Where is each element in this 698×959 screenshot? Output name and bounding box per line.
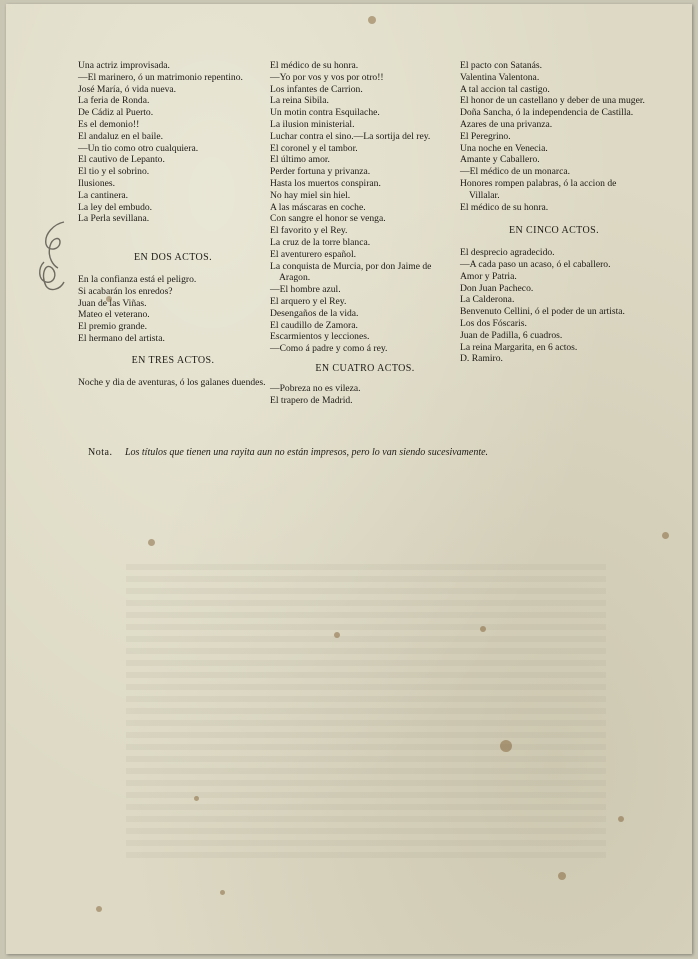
title-entry: Don Juan Pacheco. — [460, 282, 534, 294]
title-entry: Hasta los muertos conspiran. — [270, 177, 381, 189]
title-entry: El cautivo de Lepanto. — [78, 154, 165, 166]
title-entry: El andaluz en el baile. — [78, 130, 163, 142]
title-entry: Los infantes de Carrion. — [270, 83, 363, 95]
title-entry: —El marinero, ó un matrimonio repentino. — [78, 71, 243, 83]
dos-actos-list — [78, 274, 268, 345]
title-entry: Es el demonio!! — [78, 118, 140, 130]
title-entry: —Como á padre y como á rey. — [270, 343, 388, 355]
title-entry: La cruz de la torre blanca. — [270, 236, 371, 248]
section-heading-tres-actos: EN TRES ACTOS. — [131, 354, 215, 366]
foxing-spot — [500, 740, 512, 752]
title-entry: De Cádiz al Puerto. — [78, 107, 154, 119]
foxing-spot — [96, 906, 102, 912]
column-1 — [78, 60, 268, 388]
title-entry: Desengaños de la vida. — [270, 307, 359, 319]
section-heading-cinco-actos: EN CINCO ACTOS. — [509, 225, 599, 237]
cuatro-actos-list — [270, 383, 460, 407]
title-entry: El premio grande. — [78, 321, 147, 333]
section-heading-cuatro-actos: EN CUATRO ACTOS. — [315, 362, 415, 374]
foxing-spot — [662, 532, 669, 539]
title-entry: —El médico de un monarca. — [460, 166, 571, 178]
page-sheet — [6, 4, 692, 954]
title-entry: Azares de una privanza. — [460, 118, 553, 130]
title-entry: Juan de las Viñas. — [78, 297, 147, 309]
column-2 — [270, 60, 460, 406]
footnote-text: Los títulos que tienen una rayita aun no están impresos, pero lo van siendo sucesivamente. — [124, 447, 489, 458]
foxing-spot — [194, 796, 199, 801]
title-entry: Amante y Caballero. — [460, 154, 540, 166]
title-entry: Honores rompen palabras, ó la accion de Villalar. — [460, 177, 617, 201]
title-entry: La reina Margarita, en 6 actos. — [460, 341, 578, 353]
title-entry: El médico de su honra. — [270, 60, 359, 71]
column-2-list — [270, 60, 460, 355]
title-entry: Doña Sancha, ó la independencia de Castilla. — [460, 107, 634, 119]
title-entry: Benvenuto Cellini, ó el poder de un artista. — [460, 306, 625, 318]
footnote — [88, 447, 668, 458]
title-entry: Juan de Padilla, 6 cuadros. — [460, 329, 563, 341]
title-entry: Luchar contra el sino.—La sortija del rey. — [270, 130, 431, 142]
title-entry: Una actriz improvisada. — [78, 60, 170, 71]
bleed-through — [126, 564, 606, 864]
foxing-spot — [334, 632, 340, 638]
title-entry: El honor de un castellano y deber de una muger. — [460, 95, 645, 107]
title-entry: La ilusion ministerial. — [270, 118, 355, 130]
title-entry: Noche y dia de aventuras, ó los galanes duendes. — [78, 376, 266, 388]
title-entry: —El hombre azul. — [270, 284, 341, 296]
title-entry: La Perla sevillana. — [78, 213, 150, 225]
column-1-list — [78, 60, 268, 225]
title-entry: —Un tio como otro cualquiera. — [78, 142, 199, 154]
foxing-spot — [480, 626, 486, 632]
title-entry: Una noche en Venecia. — [460, 142, 548, 154]
title-entry: El favorito y el Rey. — [270, 225, 348, 237]
title-entry: La conquista de Murcia, por don Jaime de Aragon. — [270, 260, 432, 284]
title-entry: Mateo el veterano. — [78, 309, 150, 321]
column-3 — [460, 60, 648, 365]
title-entry: José María, ó vida nueva. — [78, 83, 177, 95]
title-entry: Amor y Patria. — [460, 270, 517, 282]
tres-actos-list — [78, 377, 268, 389]
title-entry: El pacto con Satanás. — [460, 60, 543, 71]
foxing-spot — [368, 16, 376, 24]
title-entry: El médico de su honra. — [460, 201, 549, 213]
title-entry: La cantinera. — [78, 189, 129, 201]
title-entry: Escarmientos y lecciones. — [270, 331, 370, 343]
title-entry: A las máscaras en coche. — [270, 201, 366, 213]
foxing-spot — [220, 890, 225, 895]
title-entry: No hay miel sin hiel. — [270, 189, 351, 201]
cinco-actos-list — [460, 247, 648, 365]
title-entry: El aventurero español. — [270, 248, 357, 260]
title-entry: —Yo por vos y vos por otro!! — [270, 71, 384, 83]
title-entry: Con sangre el honor se venga. — [270, 213, 386, 225]
title-entry: Perder fortuna y privanza. — [270, 166, 371, 178]
foxing-spot — [618, 816, 624, 822]
title-entry: Un motin contra Esquilache. — [270, 107, 380, 119]
title-entry: —Pobreza no es vileza. — [270, 382, 361, 394]
title-entry: El desprecio agradecido. — [460, 247, 555, 259]
foxing-spot — [106, 296, 112, 302]
title-entry: El tio y el sobrino. — [78, 166, 150, 178]
column-3-list — [460, 60, 648, 213]
title-entry: La ley del embudo. — [78, 201, 153, 213]
title-entry: Ilusiones. — [78, 177, 116, 189]
title-entry: —A cada paso un acaso, ó el caballero. — [460, 258, 611, 270]
title-entry: La feria de Ronda. — [78, 95, 150, 107]
title-entry: Valentina Valentona. — [460, 71, 540, 83]
title-entry: La Calderona. — [460, 294, 515, 306]
footnote-label: Nota. — [88, 447, 113, 458]
title-entry: El Peregrino. — [460, 130, 511, 142]
title-entry: El hermano del artista. — [78, 332, 165, 344]
foxing-spot — [148, 539, 155, 546]
title-entry: El arquero y el Rey. — [270, 295, 347, 307]
title-entry: El último amor. — [270, 154, 330, 166]
title-entry: A tal accion tal castigo. — [460, 83, 550, 95]
title-entry: El caudillo de Zamora. — [270, 319, 358, 331]
foxing-spot — [558, 872, 566, 880]
title-entry: D. Ramiro. — [460, 353, 503, 365]
title-entry: El coronel y el tambor. — [270, 142, 358, 154]
section-heading-dos-actos: EN DOS ACTOS. — [133, 252, 213, 264]
title-entry: La reina Sibila. — [270, 95, 329, 107]
handwritten-pencil-mark — [34, 216, 74, 296]
title-entry: En la confianza está el peligro. — [78, 273, 197, 285]
title-entry: Los dos Fóscaris. — [460, 317, 527, 329]
title-entry: Si acabarán los enredos? — [78, 285, 173, 297]
title-entry: El trapero de Madrid. — [270, 394, 353, 406]
